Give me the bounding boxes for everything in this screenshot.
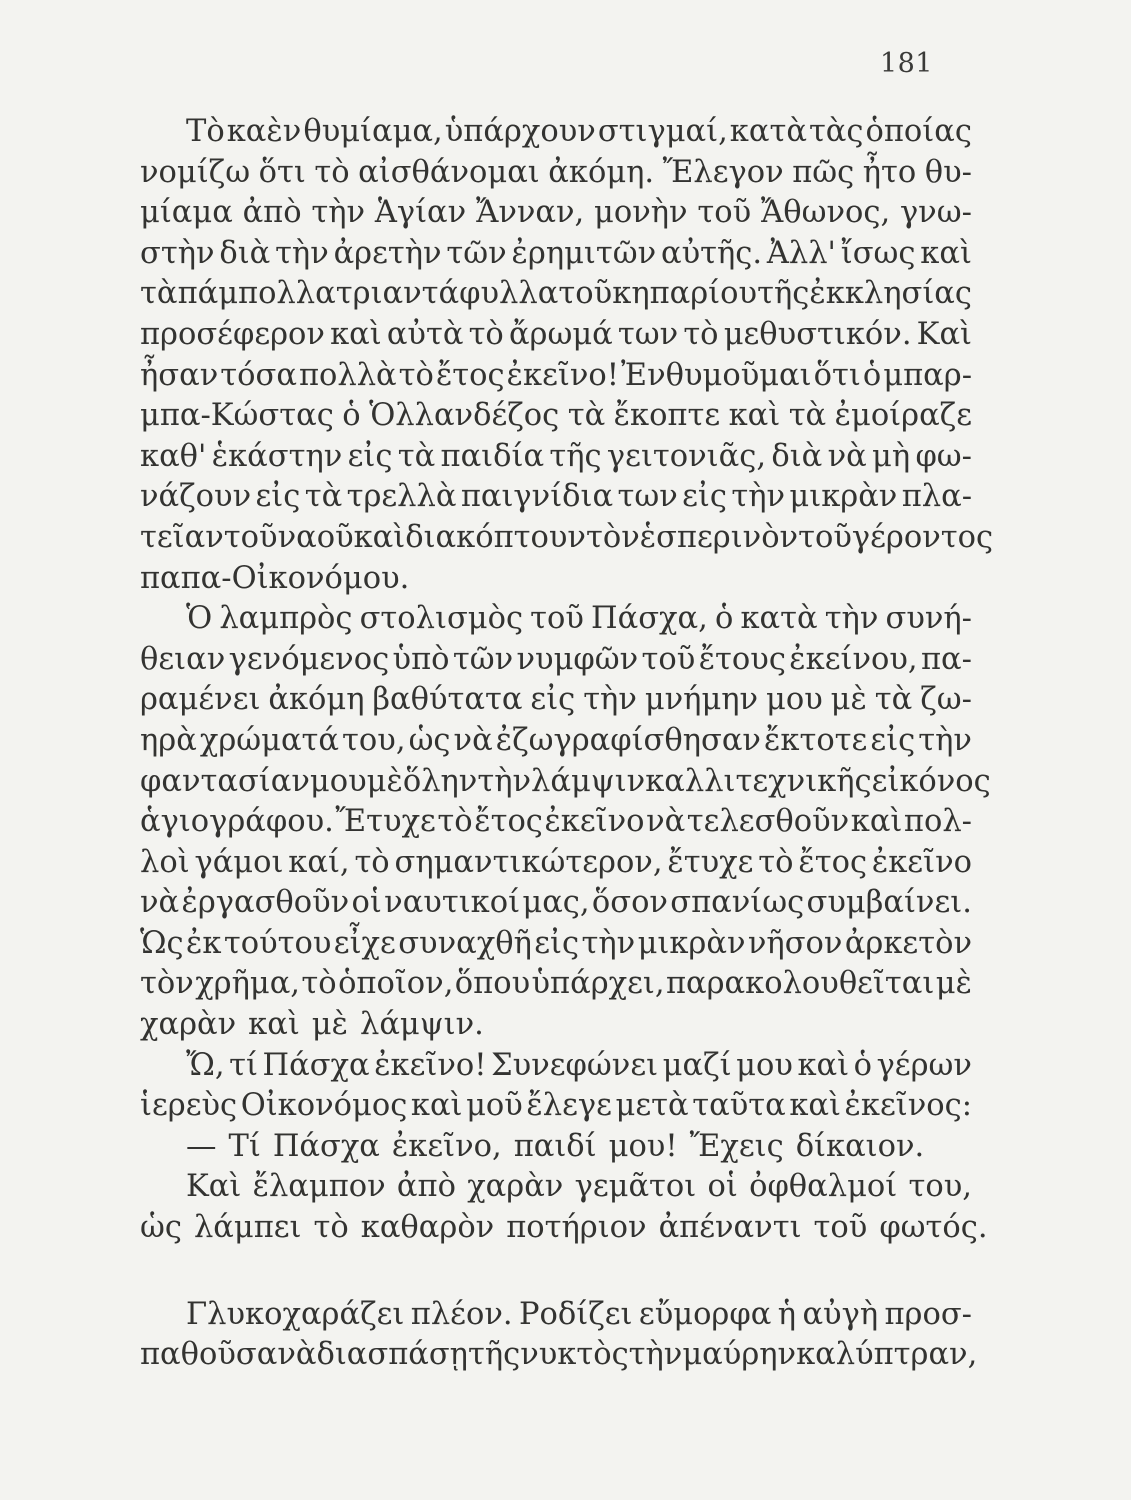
text-line: λοὶ γάμοι καί, τὸ σημαντικώτερον, ἔτυχε τὸ ἔτος ἐκεῖνο	[140, 844, 972, 880]
text-line: ὡς λάμπει τὸ καθαρὸν ποτήριον ἀπέναντι τοῦ φωτός.	[140, 1210, 988, 1246]
text-line: φαντασίαν μου μὲ ὅλην τὴν λάμψιν καλλιτεχνικῆς εἰκόνος	[140, 763, 991, 799]
text-line: ἁγιογράφου. Ἔτυχε τὸ ἔτος ἐκεῖνο νὰ τελεσθοῦν καὶ πολ-	[140, 804, 972, 840]
text-line: θειαν γενόμενος ὑπὸ τῶν νυμφῶν τοῦ ἔτους ἐκείνου, πα-	[140, 641, 972, 677]
text-line: — Τί Πάσχα ἐκεῖνο, παιδί μου! Ἔχεις δίκαιον.	[186, 1128, 925, 1164]
text-line: Ὡς ἐκ τούτου εἶχε συναχθῆ εἰς τὴν μικρὰν νῆσον ἀρκετὸν	[140, 925, 972, 961]
text-line: χαρὰν καὶ μὲ λάμψιν.	[140, 1007, 484, 1043]
text-line: ἦσαν τόσα πολλὰ τὸ ἔτος ἐκεῖνο! Ἐνθυμοῦμαι ὅτι ὁ μπαρ-	[140, 357, 972, 393]
text-line: μπα-Κώστας ὁ Ὁλλανδέζος τὰ ἔκοπτε καὶ τὰ ἐμοίραζε	[140, 398, 972, 434]
text-line: Ὤ, τί Πάσχα ἐκεῖνο! Συνεφώνει μαζί μου καὶ ὁ γέρων	[186, 1047, 972, 1083]
text-line: ἱερεὺς Οἰκονόμος καὶ μοῦ ἔλεγε μετὰ ταῦτα καὶ ἐκεῖνος:	[140, 1088, 972, 1124]
text-line: μίαμα ἀπὸ τὴν Ἁγίαν Ἄνναν, μονὴν τοῦ Ἄθωνος, γνω-	[140, 195, 972, 231]
text-line: ραμένει ἀκόμη βαθύτατα εἰς τὴν μνήμην μου μὲ τὰ ζω-	[140, 682, 972, 718]
text-line: Ὁ λαμπρὸς στολισμὸς τοῦ Πάσχα, ὁ κατὰ τὴν συνή-	[186, 601, 972, 637]
text-line: νάζουν εἰς τὰ τρελλὰ παιγνίδια των εἰς τὴν μικρὰν πλα-	[140, 479, 972, 515]
section-gap	[140, 1249, 972, 1295]
text-line: Τὸ καὲν θυμίαμα, ὑπάρχουν στιγμαί, κατὰ τὰς ὁποίας	[186, 114, 972, 149]
text-line: Γλυκοχαράζει πλέον. Ροδίζει εὔμορφα ἡ αὐγὴ προσ-	[186, 1296, 972, 1332]
text-line: ηρὰ χρώματά του, ὡς νὰ ἐζωγραφίσθησαν ἔκτοτε εἰς τὴν	[140, 722, 972, 758]
text-line: παθοῦσα νὰ διασπάσῃ τῆς νυκτὸς τὴν μαύρην καλύπτραν,	[140, 1337, 978, 1373]
page-number: 181	[879, 48, 933, 79]
body-text	[140, 112, 994, 1376]
text-line: τεῖαν τοῦ ναοῦ καὶ διακόπτουν τὸν ἑσπερινὸν τοῦ γέροντος	[140, 519, 994, 555]
text-line: προσέφερον καὶ αὐτὰ τὸ ἄρωμά των τὸ μεθυστικόν. Καὶ	[140, 316, 972, 352]
text-line: τὰ πάμπολλα τριαντάφυλλα τοῦ κηπαρίου τῆς ἐκκλησίας	[140, 276, 972, 312]
text-line: καθ' ἑκάστην εἰς τὰ παιδία τῆς γειτονιᾶς, διὰ νὰ μὴ φω-	[140, 438, 972, 474]
text-line: στὴν διὰ τὴν ἀρετὴν τῶν ἐρημιτῶν αὐτῆς. Ἀλλ' ἴσως καὶ	[140, 235, 972, 271]
text-line: Καὶ ἔλαμπον ἀπὸ χαρὰν γεμᾶτοι οἱ ὀφθαλμοί του,	[186, 1169, 972, 1205]
text-line: παπα-Οἰκονόμου.	[140, 560, 410, 596]
text-line: τὸν χρῆμα, τὸ ὁποῖον, ὅπου ὑπάρχει, παρακολουθεῖται μὲ	[140, 966, 972, 1002]
text-line: νὰ ἐργασθοῦν οἱ ναυτικοί μας, ὅσον σπανίως συμβαίνει.	[140, 885, 972, 921]
text-line: νομίζω ὅτι τὸ αἰσθάνομαι ἀκόμη. Ἔλεγον πῶς ἦτο θυ-	[140, 154, 972, 190]
